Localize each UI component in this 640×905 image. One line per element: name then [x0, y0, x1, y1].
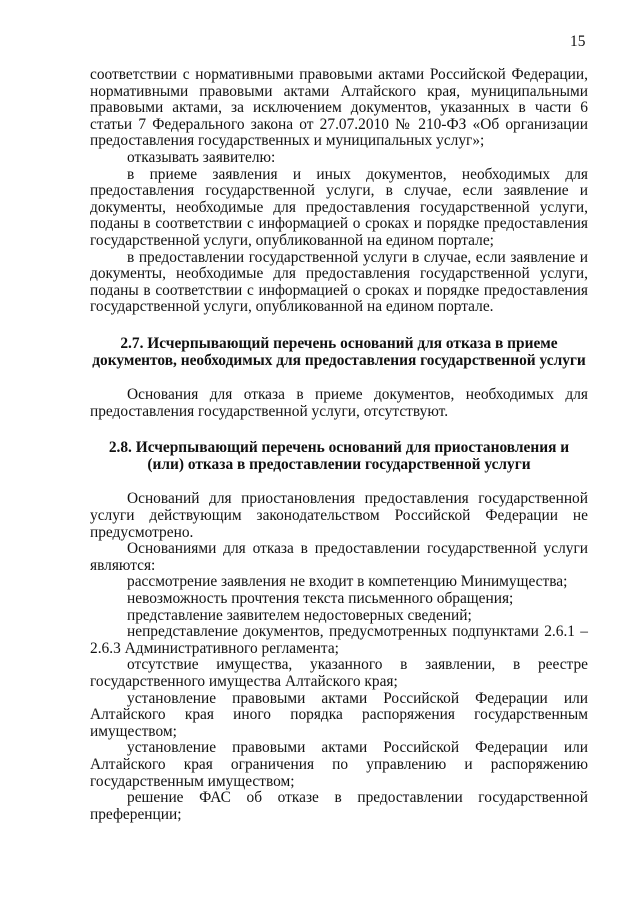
list-item: отсутствие имущества, указанного в заявлении, в реестре государственного имущества Алтайского края; [90, 656, 588, 690]
list-item: непредставление документов, предусмотренных подпунктами 2.6.1 – 2.6.3 Административного регламента; [90, 623, 588, 657]
paragraph: Основания для отказа в приеме документов, необходимых для предоставления государственной услуги, отсутствуют. [90, 386, 588, 420]
paragraph: Оснований для приостановления предоставления государственной услуги действующим законодательством Российской Федерации не предусмотрено. [90, 490, 588, 541]
section-heading-2-8: 2.8. Исчерпывающий перечень оснований для приостановления и (или) отказа в предоставлении государственной услуги [108, 439, 570, 473]
paragraph: соответствии с нормативными правовыми актами Российской Федерации, нормативными правовыми актами Алтайского края, муниципальными правовыми актами, за исключением документов, указанных в части 6 статьи 7 Федерального закона от 27.07.2010 № 210-ФЗ «Об организации предоставления государственных и муниципальных услуг»; [90, 66, 588, 150]
list-item: установление правовыми актами Российской Федерации или Алтайского края ограничения по управлению и распоряжению государственным имуществом; [90, 739, 588, 790]
paragraph: в предоставлении государственной услуги в случае, если заявление и документы, необходимые для предоставления государственной услуги, поданы в соответствии с информацией о сроках и порядке предоставления государственной услуги, опубликованной на едином портале. [90, 248, 588, 316]
spacer [90, 316, 588, 336]
paragraph: в приеме заявления и иных документов, необходимых для предоставления государственной услуги, в случае, если заявление и документы, необходимые для предоставления государственной услуги, поданы в соответствии с информацией о сроках и порядке предоставления государственной услуги, опубликованной на едином портале; [90, 165, 588, 249]
list-item: представление заявителем недостоверных сведений; [127, 606, 472, 624]
section-heading-2-7: 2.7. Исчерпывающий перечень оснований для отказа в приеме документов, необходимых для предоставления государственной услуги [92, 334, 586, 369]
list-item: решение ФАС об отказе в предоставлении государственной преференции; [90, 789, 588, 823]
page-number: 15 [570, 33, 586, 50]
list-item: установление правовыми актами Российской Федерации или Алтайского края иного порядка распоряжения государственным имуществом; [90, 689, 588, 740]
spacer [90, 473, 588, 491]
paragraph: Основаниями для отказа в предоставлении государственной услуги являются: [90, 540, 588, 574]
spacer [90, 420, 588, 440]
document-body [90, 67, 588, 823]
list-item: невозможность прочтения текста письменного обращения; [127, 590, 514, 608]
paragraph: отказывать заявителю: [127, 148, 276, 166]
list-item: рассмотрение заявления не входит в компетенцию Минимущества; [127, 573, 568, 591]
spacer [90, 369, 588, 387]
